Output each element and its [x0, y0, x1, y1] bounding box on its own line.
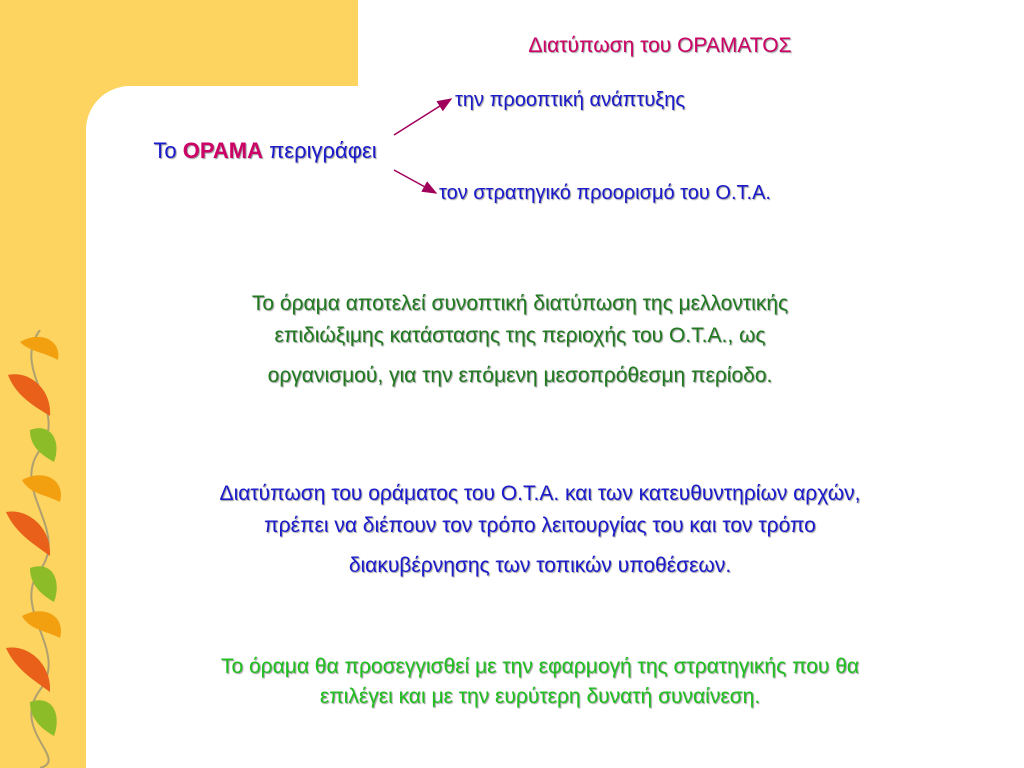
- paragraph-line: Το όραμα θα προσεγγισθεί με την εφαρμογή της στρατηγικής που θα: [220, 655, 860, 678]
- lead-statement: [120, 138, 410, 164]
- paragraph-line: πρέπει να διέπουν τον τρόπο λειτουργίας του και τον τρόπο: [264, 514, 816, 537]
- paragraph-line: οργανισμού, για την επόμενη μεσοπρόθεσμη περίοδο.: [267, 364, 773, 387]
- lead-suffix: περιγράφει: [269, 138, 377, 163]
- slide-title: Διατύπωση του ΟΡΑΜΑΤΟΣ: [528, 34, 792, 57]
- paragraph-line: διακυβέρνησης των τοπικών υποθέσεων.: [348, 554, 732, 577]
- lead-prefix: Το: [153, 138, 177, 163]
- lead-accent: ΟΡΑΜΑ: [182, 138, 263, 163]
- branch-text-destination: τον στρατηγικό προορισμό του Ο.Τ.Α.: [439, 182, 771, 204]
- paragraph-line: Το όραμα αποτελεί συνοπτική διατύπωση της μελλοντικής: [251, 292, 789, 315]
- branch-text-development: την προοπτική ανάπτυξης: [455, 89, 686, 111]
- paragraph-line: επιδιώξιμης κατάστασης της περιοχής του Ο.Τ.Α., ως: [274, 324, 766, 347]
- paragraph-approach: [120, 652, 960, 712]
- leaf-vine-graphic: [0, 330, 80, 768]
- paragraph-principles: [120, 478, 960, 582]
- leaf-decoration: [0, 330, 80, 768]
- paragraph-line: επιλέγει και με την ευρύτερη δυνατή συναίνεση.: [319, 685, 761, 708]
- paragraph-definition: [170, 288, 870, 392]
- paragraph-line: Διατύπωση του οράματος του Ο.Τ.Α. και των κατευθυντηρίων αρχών,: [219, 482, 861, 505]
